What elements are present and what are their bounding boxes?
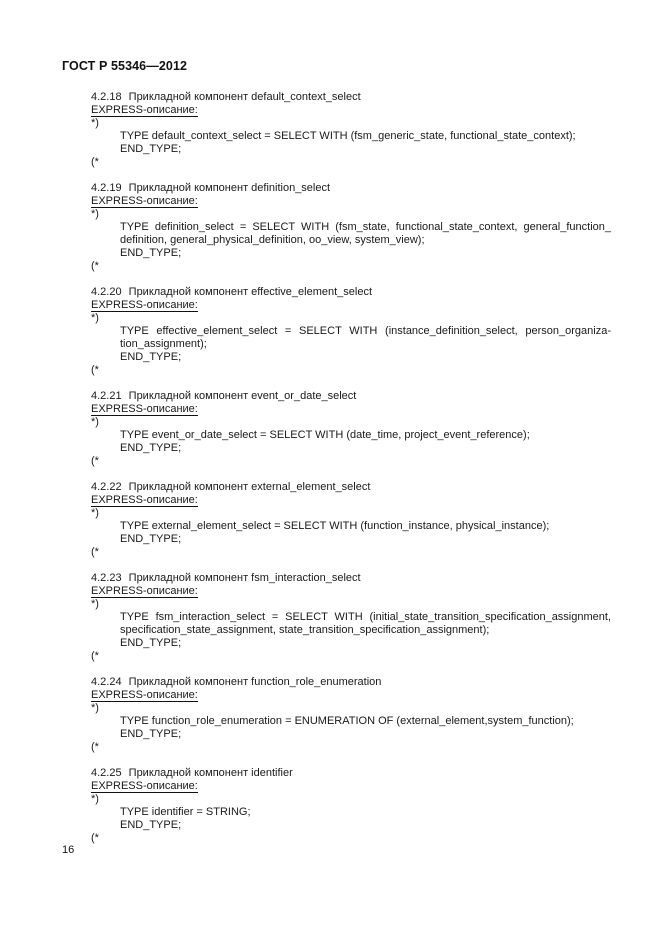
type-statement: TYPE identifier = STRING;	[120, 806, 251, 818]
comment-close-marker: *)	[91, 598, 99, 610]
comment-close-marker: *)	[91, 702, 99, 714]
section-heading: Прикладной компонент fsm_interaction_select	[128, 572, 361, 584]
document-header: ГОСТ Р 55346—2012	[62, 59, 188, 73]
section-4-2-21	[91, 390, 611, 468]
section-title	[91, 572, 611, 585]
section-4-2-25	[91, 767, 611, 845]
comment-open-marker: (*	[91, 364, 99, 376]
express-code	[91, 806, 611, 832]
end-type: END_TYPE;	[120, 143, 182, 155]
section-heading: Прикладной компонент effective_element_select	[128, 286, 373, 298]
section-4-2-23	[91, 572, 611, 663]
section-title	[91, 390, 611, 403]
section-number: 4.2.20	[91, 286, 122, 298]
section-number: 4.2.22	[91, 481, 122, 493]
comment-open-marker: (*	[91, 546, 99, 558]
type-statement: TYPE external_element_select = SELECT WITH (function_instance, physical_instance);	[120, 520, 550, 532]
express-code	[91, 325, 611, 364]
comment-close-marker: *)	[91, 208, 99, 220]
section-number: 4.2.19	[91, 182, 122, 194]
section-title	[91, 286, 611, 299]
section-4-2-20	[91, 286, 611, 377]
section-title	[91, 182, 611, 195]
section-heading: Прикладной компонент definition_select	[128, 182, 331, 194]
section-number: 4.2.24	[91, 676, 122, 688]
section-4-2-22	[91, 481, 611, 559]
type-statement: TYPE function_role_enumeration = ENUMERATION OF (external_element,system_function);	[120, 715, 574, 727]
section-title	[91, 481, 611, 494]
section-heading: Прикладной компонент identifier	[128, 767, 293, 779]
comment-close-marker: *)	[91, 416, 99, 428]
express-label: EXPRESS-описание:	[91, 689, 198, 701]
express-label: EXPRESS-описание:	[91, 494, 198, 506]
express-label: EXPRESS-описание:	[91, 780, 198, 792]
type-statement: TYPE event_or_date_select = SELECT WITH (date_time, project_event_reference);	[120, 429, 530, 441]
comment-close-marker: *)	[91, 507, 99, 519]
express-label: EXPRESS-описание:	[91, 299, 198, 311]
express-label: EXPRESS-описание:	[91, 195, 198, 207]
comment-close-marker: *)	[91, 312, 99, 324]
section-4-2-24	[91, 676, 611, 754]
section-4-2-19	[91, 182, 611, 273]
comment-open-marker: (*	[91, 832, 99, 844]
section-heading: Прикладной компонент event_or_date_select	[128, 390, 357, 402]
section-number: 4.2.25	[91, 767, 122, 779]
section-title	[91, 767, 611, 780]
section-4-2-18	[91, 91, 611, 169]
express-code	[91, 429, 611, 455]
express-label: EXPRESS-описание:	[91, 104, 198, 116]
section-heading: Прикладной компонент external_element_select	[128, 481, 371, 493]
end-type: END_TYPE;	[120, 247, 182, 259]
section-title	[91, 91, 611, 104]
end-type: END_TYPE;	[120, 637, 182, 649]
express-code	[91, 715, 611, 741]
type-statement: TYPE default_context_select = SELECT WITH (fsm_generic_state, functional_state_context);	[120, 130, 576, 142]
section-heading: Прикладной компонент function_role_enumeration	[128, 676, 382, 688]
end-type: END_TYPE;	[120, 819, 182, 831]
comment-open-marker: (*	[91, 156, 99, 168]
section-number: 4.2.18	[91, 91, 122, 103]
page-number: 16	[62, 844, 75, 856]
end-type: END_TYPE;	[120, 442, 182, 454]
comment-close-marker: *)	[91, 117, 99, 129]
section-number: 4.2.21	[91, 390, 122, 402]
express-code	[91, 130, 611, 156]
comment-open-marker: (*	[91, 260, 99, 272]
document-body	[91, 91, 611, 845]
type-statement: TYPE definition_select = SELECT WITH (fsm_state, functional_state_context, general_function_ definition, general_physical_definition, oo_view, system_view);	[120, 221, 611, 246]
section-number: 4.2.23	[91, 572, 122, 584]
section-title	[91, 676, 611, 689]
end-type: END_TYPE;	[120, 351, 182, 363]
comment-open-marker: (*	[91, 455, 99, 467]
end-type: END_TYPE;	[120, 728, 182, 740]
end-type: END_TYPE;	[120, 533, 182, 545]
express-label: EXPRESS-описание:	[91, 585, 198, 597]
comment-open-marker: (*	[91, 650, 99, 662]
express-code	[91, 221, 611, 260]
comment-close-marker: *)	[91, 793, 99, 805]
express-label: EXPRESS-описание:	[91, 403, 198, 415]
type-statement: TYPE effective_element_select = SELECT WITH (instance_definition_select, person_organiza-tion_assignment);	[120, 325, 611, 350]
express-code	[91, 611, 611, 650]
comment-open-marker: (*	[91, 741, 99, 753]
express-code	[91, 520, 611, 546]
section-heading: Прикладной компонент default_context_select	[128, 91, 361, 103]
type-statement: TYPE fsm_interaction_select = SELECT WITH (initial_state_transition_specification_assignment, specification_state_assignment, state_transition_specification_assignment);	[120, 611, 611, 636]
